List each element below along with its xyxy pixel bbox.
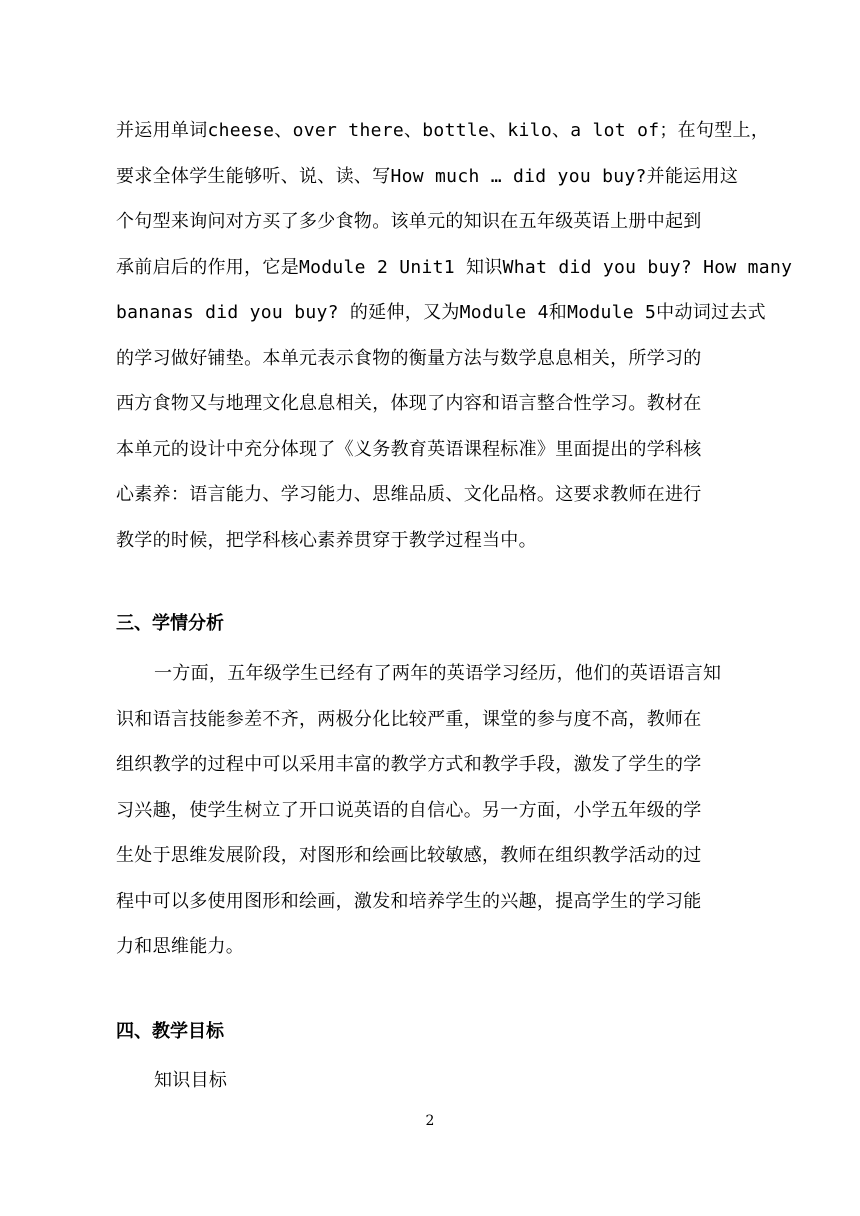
text-line: 个句型来询问对方买了多少食物。该单元的知识在五年级英语上册中起到 bbox=[116, 211, 702, 232]
subsection-knowledge-objectives bbox=[116, 1058, 772, 1104]
text-line: 的学习做好铺垫。本单元表示食物的衡量方法与数学息息相关，所学习的 bbox=[116, 347, 702, 369]
text-line: 心素养：语言能力、学习能力、思维品质、文化品格。这要求教师在进行 bbox=[116, 484, 702, 505]
text-line: 一方面，五年级学生已经有了两年的英语学习经历，他们的英语语言知 bbox=[154, 663, 722, 684]
text-line: 并运用单词cheese、over there、bottle、kilo、a lot of；在句型上， bbox=[116, 120, 770, 141]
text-line: 组织教学的过程中可以采用丰富的教学方式和教学手段，激发了学生的学 bbox=[116, 754, 702, 775]
paragraph-unit-analysis bbox=[116, 108, 793, 563]
section-heading-teaching-objectives: 四、教学目标 bbox=[116, 1021, 224, 1042]
paragraph-learner-analysis bbox=[116, 651, 772, 970]
text-line: 力和思维能力。 bbox=[116, 936, 245, 957]
text-line: 本单元的设计中充分体现了《义务教育英语课程标准》里面提出的学科核 bbox=[116, 438, 702, 460]
text-line: 生处于思维发展阶段，对图形和绘画比较敏感，教师在组织教学活动的过 bbox=[116, 845, 702, 866]
text-line: 承前启后的作用，它是Module 2 Unit1 知识What did you buy? How many bbox=[116, 256, 793, 278]
text-line: 识和语言技能参差不齐，两极分化比较严重，课堂的参与度不高，教师在 bbox=[116, 708, 702, 730]
text-line: 西方食物又与地理文化息息相关，体现了内容和语言整合性学习。教材在 bbox=[116, 393, 702, 414]
text-line: 程中可以多使用图形和绘画，激发和培养学生的兴趣，提高学生的学习能 bbox=[116, 890, 702, 912]
text-line: 习兴趣，使学生树立了开口说英语的自信心。另一方面，小学五年级的学 bbox=[116, 799, 702, 821]
subheading-knowledge-objectives: 知识目标 bbox=[154, 1070, 228, 1091]
text-line: 教学的时候，把学科核心素养贯穿于教学过程当中。 bbox=[116, 529, 537, 551]
section-heading-learner-analysis: 三、学情分析 bbox=[116, 613, 224, 634]
page-number: 2 bbox=[425, 1113, 435, 1129]
text-line: 要求全体学生能够听、说、读、写How much … did you buy?并能运用这 bbox=[116, 165, 739, 187]
text-line: bananas did you buy? 的延伸，又为Module 4和Module 5中动词过去式 bbox=[116, 302, 766, 323]
